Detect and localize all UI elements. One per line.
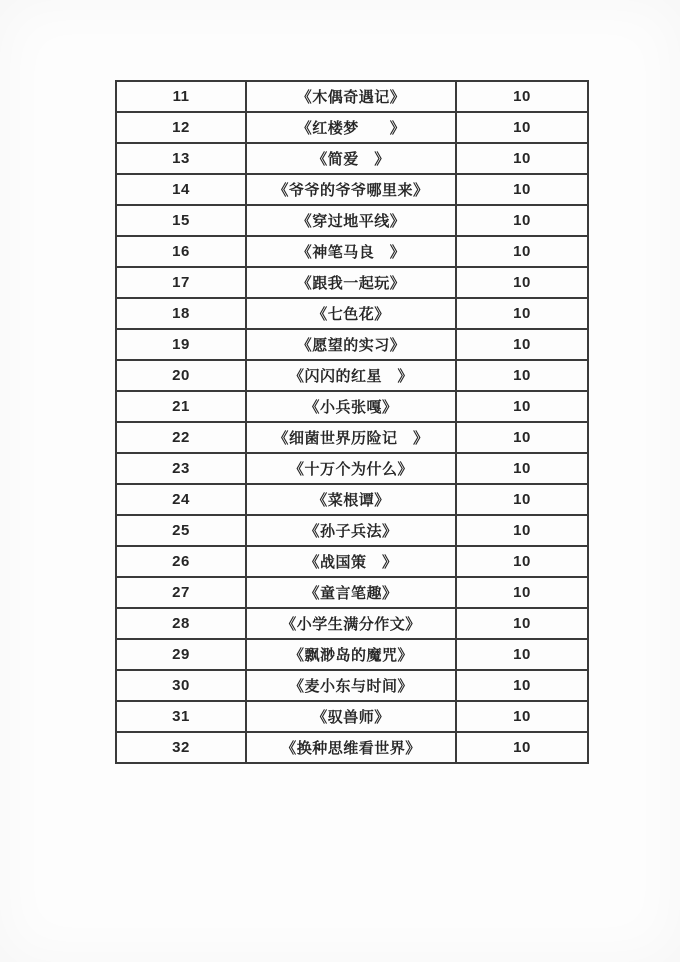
score-cell: 10: [456, 484, 588, 515]
table-row: [116, 577, 588, 608]
table-row: [116, 205, 588, 236]
book-title-cell: 《木偶奇遇记》: [246, 81, 456, 112]
row-number-cell: 15: [116, 205, 246, 236]
score-cell: 10: [456, 639, 588, 670]
row-number-cell: 23: [116, 453, 246, 484]
table-row: [116, 360, 588, 391]
book-title-cell: 《细菌世界历险记 》: [246, 422, 456, 453]
row-number-cell: 20: [116, 360, 246, 391]
book-title-cell: 《童言笔趣》: [246, 577, 456, 608]
score-cell: 10: [456, 174, 588, 205]
row-number-cell: 13: [116, 143, 246, 174]
table-row: [116, 546, 588, 577]
score-cell: 10: [456, 670, 588, 701]
score-cell: 10: [456, 701, 588, 732]
score-cell: 10: [456, 453, 588, 484]
book-title-cell: 《七色花》: [246, 298, 456, 329]
book-title-cell: 《愿望的实习》: [246, 329, 456, 360]
row-number-cell: 18: [116, 298, 246, 329]
row-number-cell: 19: [116, 329, 246, 360]
book-title-cell: 《小兵张嘎》: [246, 391, 456, 422]
row-number-cell: 21: [116, 391, 246, 422]
table-row: [116, 329, 588, 360]
book-title-cell: 《战国策 》: [246, 546, 456, 577]
row-number-cell: 12: [116, 112, 246, 143]
table-row: [116, 701, 588, 732]
score-cell: 10: [456, 81, 588, 112]
row-number-cell: 30: [116, 670, 246, 701]
score-cell: 10: [456, 546, 588, 577]
score-cell: 10: [456, 360, 588, 391]
row-number-cell: 11: [116, 81, 246, 112]
row-number-cell: 25: [116, 515, 246, 546]
table-row: [116, 174, 588, 205]
table-row: [116, 670, 588, 701]
book-title-cell: 《孙子兵法》: [246, 515, 456, 546]
book-title-cell: 《十万个为什么》: [246, 453, 456, 484]
row-number-cell: 22: [116, 422, 246, 453]
score-cell: 10: [456, 143, 588, 174]
row-number-cell: 24: [116, 484, 246, 515]
book-title-cell: 《红楼梦 》: [246, 112, 456, 143]
book-title-cell: 《爷爷的爷爷哪里来》: [246, 174, 456, 205]
score-cell: 10: [456, 577, 588, 608]
table-row: [116, 81, 588, 112]
table-row: [116, 515, 588, 546]
score-cell: 10: [456, 608, 588, 639]
table-row: [116, 484, 588, 515]
table-row: [116, 267, 588, 298]
book-title-cell: 《飘渺岛的魔咒》: [246, 639, 456, 670]
row-number-cell: 32: [116, 732, 246, 763]
score-cell: 10: [456, 236, 588, 267]
table-row: [116, 639, 588, 670]
book-title-cell: 《菜根谭》: [246, 484, 456, 515]
score-cell: 10: [456, 112, 588, 143]
book-title-cell: 《闪闪的红星 》: [246, 360, 456, 391]
score-cell: 10: [456, 515, 588, 546]
row-number-cell: 16: [116, 236, 246, 267]
row-number-cell: 28: [116, 608, 246, 639]
row-number-cell: 29: [116, 639, 246, 670]
score-cell: 10: [456, 732, 588, 763]
book-title-cell: 《神笔马良 》: [246, 236, 456, 267]
table-row: [116, 236, 588, 267]
table-row: [116, 732, 588, 763]
book-title-cell: 《麦小东与时间》: [246, 670, 456, 701]
row-number-cell: 31: [116, 701, 246, 732]
score-cell: 10: [456, 391, 588, 422]
book-title-cell: 《简爱 》: [246, 143, 456, 174]
book-title-cell: 《穿过地平线》: [246, 205, 456, 236]
table-row: [116, 143, 588, 174]
score-cell: 10: [456, 267, 588, 298]
row-number-cell: 27: [116, 577, 246, 608]
table-row: [116, 608, 588, 639]
row-number-cell: 14: [116, 174, 246, 205]
score-cell: 10: [456, 205, 588, 236]
book-list-table: [115, 80, 589, 764]
score-cell: 10: [456, 329, 588, 360]
row-number-cell: 26: [116, 546, 246, 577]
table-row: [116, 453, 588, 484]
row-number-cell: 17: [116, 267, 246, 298]
book-list-body: [116, 81, 588, 763]
book-title-cell: 《驭兽师》: [246, 701, 456, 732]
table-row: [116, 391, 588, 422]
table-row: [116, 298, 588, 329]
book-title-cell: 《小学生满分作文》: [246, 608, 456, 639]
table-row: [116, 112, 588, 143]
score-cell: 10: [456, 298, 588, 329]
table-row: [116, 422, 588, 453]
book-title-cell: 《换种思维看世界》: [246, 732, 456, 763]
score-cell: 10: [456, 422, 588, 453]
book-title-cell: 《跟我一起玩》: [246, 267, 456, 298]
